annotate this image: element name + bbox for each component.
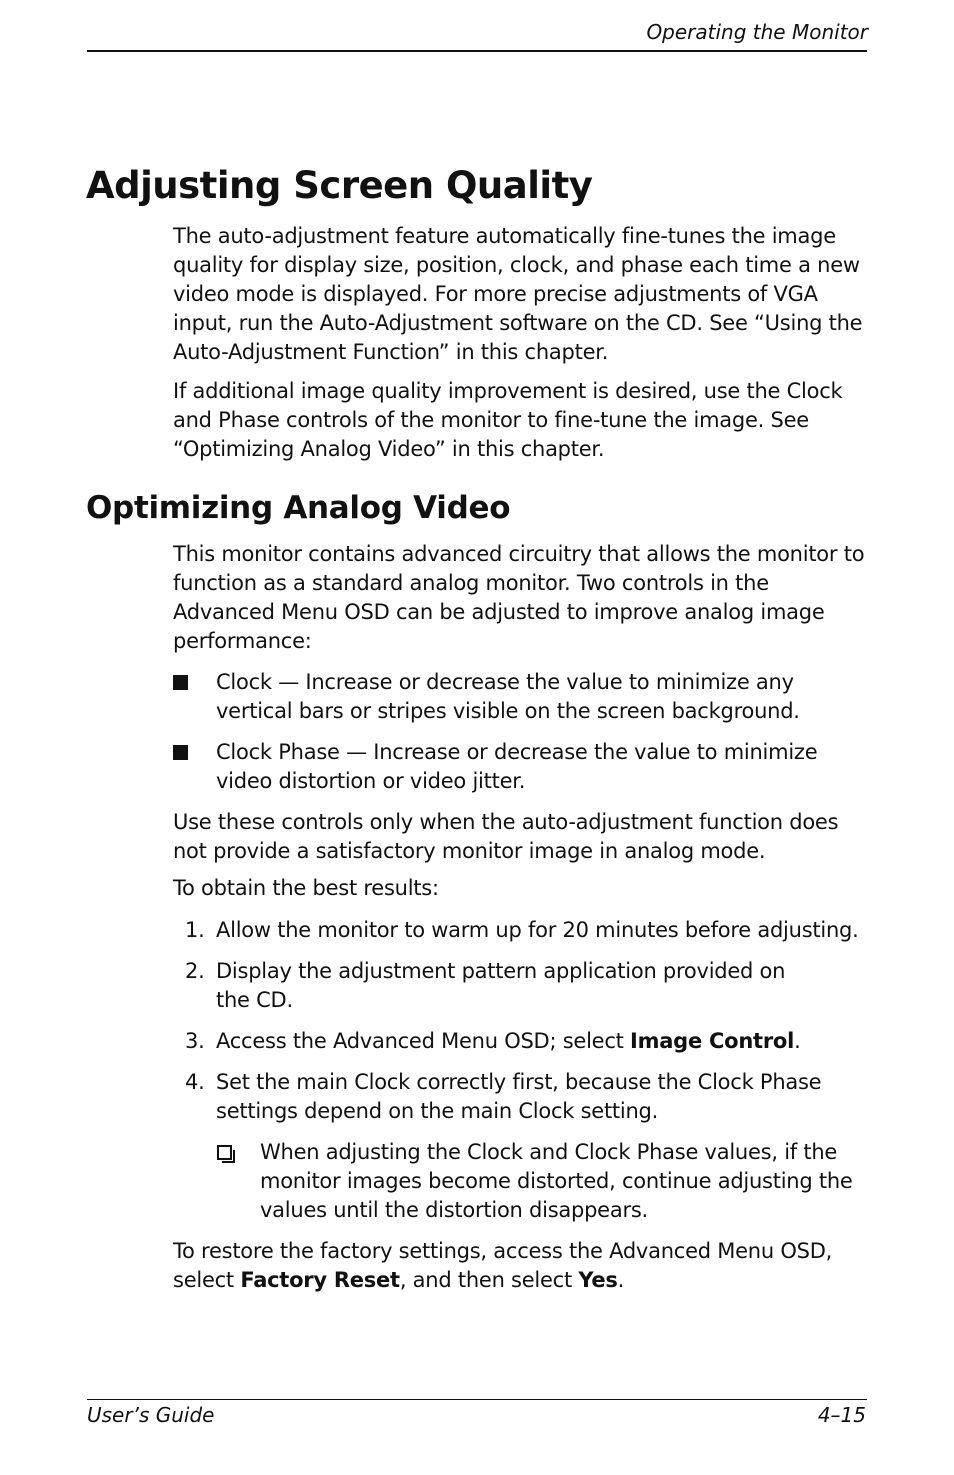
paragraph-steps-intro: To obtain the best results:	[173, 876, 439, 900]
paragraph-auto-adjustment: The auto-adjustment feature automatically fine-tunes the image quality for display size, position, clock, and phase each time a new video mode is displayed. For more precise adjustments of VGA input, run the Auto-Adjustment software on the CD. See “Using the Auto-Adjustment Function” in this chapter.	[173, 224, 863, 364]
image-control-label: Image Control	[630, 1029, 795, 1053]
footer-rule	[87, 1399, 867, 1400]
square-bullet-icon	[173, 675, 188, 690]
step-text: Access the Advanced Menu OSD; select Image Control.	[216, 1029, 801, 1053]
step-item-2	[173, 957, 873, 1015]
checkbox-bullet-icon	[217, 1145, 232, 1160]
step-item-4	[173, 1068, 873, 1126]
step-item-3	[173, 1027, 873, 1056]
bullet-text: Clock — Increase or decrease the value to minimize any vertical bars or stripes visible on the screen background.	[216, 670, 800, 723]
paragraph-usage-note: Use these controls only when the auto-adjustment function does not provide a satisfactory monitor image in analog mode.	[173, 810, 839, 863]
factory-reset-label: Factory Reset	[240, 1268, 400, 1292]
running-header: Operating the Monitor	[646, 20, 868, 44]
yes-label: Yes	[578, 1268, 618, 1292]
step-number: 3.	[185, 1029, 205, 1053]
step-text: Allow the monitor to warm up for 20 minutes before adjusting.	[216, 918, 859, 942]
paragraph-clock-phase-controls: If additional image quality improvement is desired, use the Clock and Phase controls of the monitor to fine-tune the image. See “Optimizing Analog Video” in this chapter.	[173, 379, 843, 461]
section-title-adjusting-screen-quality: Adjusting Screen Quality	[86, 164, 593, 207]
header-rule	[87, 50, 867, 52]
square-bullet-icon	[173, 745, 188, 760]
sub-step-item	[216, 1138, 866, 1225]
bullet-item-clock-phase	[173, 738, 873, 796]
paragraph-restore-factory: To restore the factory settings, access the Advanced Menu OSD, select Factory Reset, and then select Yes.	[173, 1239, 833, 1292]
step-number: 2.	[185, 959, 205, 983]
bullet-text: Clock Phase — Increase or decrease the value to minimize video distortion or video jitter.	[216, 740, 818, 793]
step-number: 1.	[185, 918, 205, 942]
step-number: 4.	[185, 1070, 205, 1094]
sub-step-text: When adjusting the Clock and Clock Phase values, if the monitor images become distorted, continue adjusting the values until the distortion disappears.	[260, 1140, 853, 1222]
step-text: Set the main Clock correctly first, because the Clock Phase settings depend on the main Clock setting.	[216, 1070, 822, 1123]
page-number: 4–15	[817, 1403, 866, 1427]
step-item-1	[173, 916, 873, 945]
step-text: Display the adjustment pattern application provided on the CD.	[216, 959, 786, 1012]
section-title-optimizing-analog-video: Optimizing Analog Video	[86, 490, 511, 526]
paragraph-intro-analog: This monitor contains advanced circuitry that allows the monitor to function as a standard analog monitor. Two controls in the Advanced Menu OSD can be adjusted to improve analog image performance:	[173, 542, 865, 653]
bullet-item-clock	[173, 668, 873, 726]
footer-guide-title: User’s Guide	[87, 1403, 215, 1427]
